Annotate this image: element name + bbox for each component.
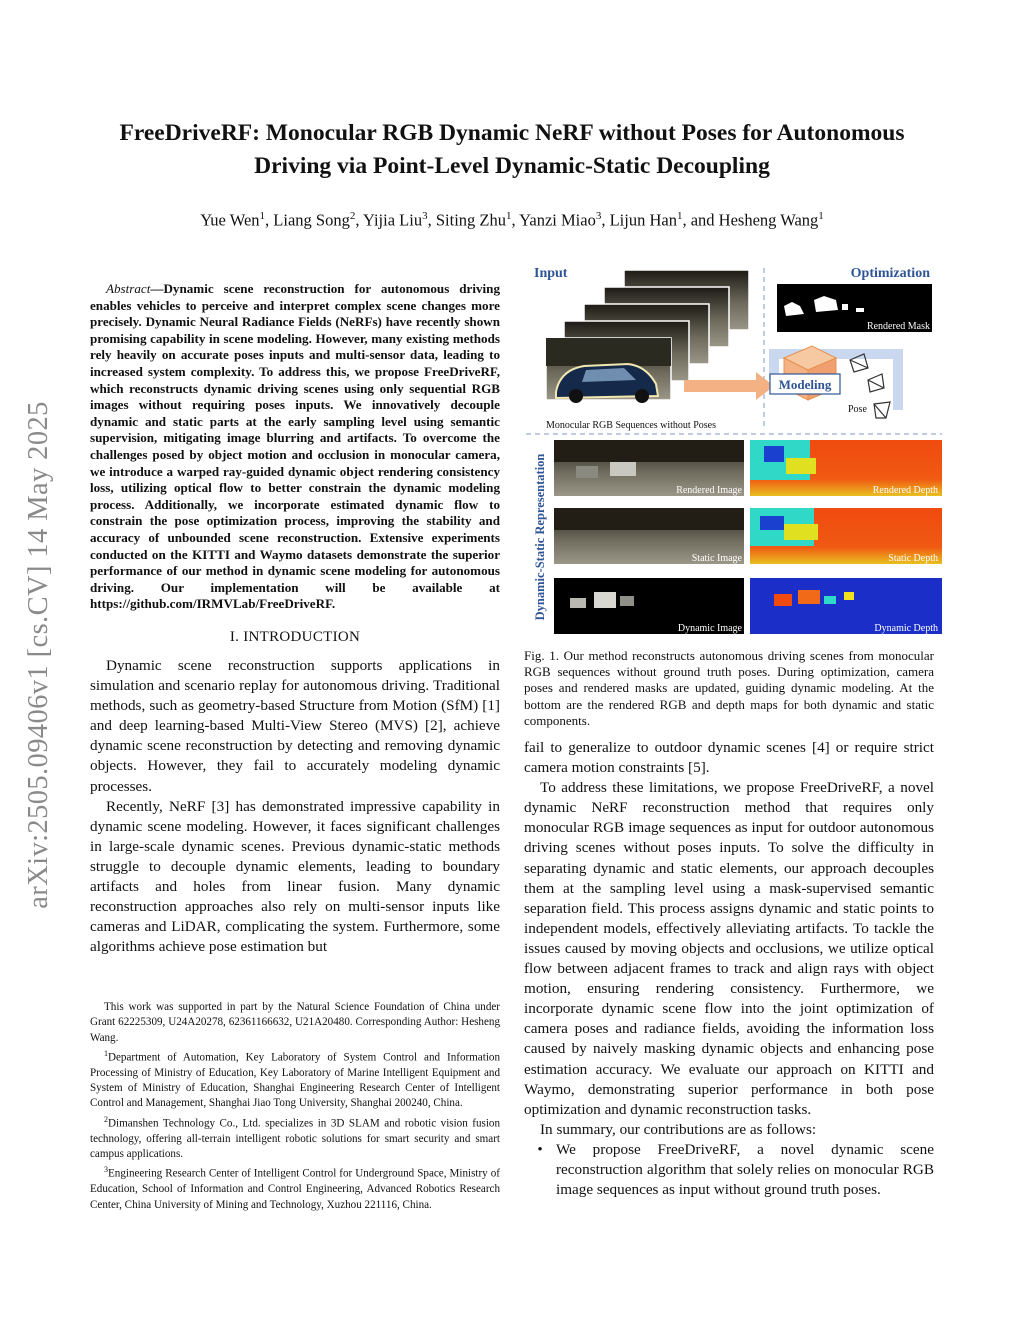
author-name: Lijun Han [609,210,677,230]
abstract-text: Dynamic scene reconstruction for autonomous driving enables vehicles to perceive and interpret complex scene changes more precisely. Dynamic Neural Radiance Fields (NeRFs) have recently shown promising capability in scene modeling. However, many existing methods rely heavily on accurate poses inputs and multi-sensor data, leading to increased system complexity. To address this, we propose FreeDriveRF, which reconstructs dynamic driving scenes using only sequential RGB images without requiring poses inputs. We innovatively decouple dynamic and static parts at the early sampling level using semantic supervision, mitigating image blurring and artifacts. To overcome the challenges posed by object motion and occlusion in monocular camera, we introduce a warped ray-guided dynamic object rendering consistency loss, utilizing optical flow to better constrain the dynamic modeling process. Additionally, we incorporate estimated dynamic flow to constrain the pose optimization process, improving the stability and accuracy of unbounded scene reconstruction. Extensive experiments conducted on the KITTI and Waymo datasets demonstrate the superior performance of our method in dynamic scene modeling for autonomous driving. Our implementation will be available at https://github.com/IRMVLab/FreeDriveRF. [90,281,500,612]
abstract [90,281,500,613]
author-affiliation-mark: 3 [422,210,428,222]
author-affiliation-mark: 1 [259,210,266,222]
fig-rendered-depth-label: Rendered Depth [872,485,938,496]
author-list: Yue Wen$^1$, Liang Song$^2$, Yijia Liu$^3$, Siting Zhu$^1$, Yanzi Miao$^3$, Lijun Han$^1$, and Hesheng Wang$^1$ [200,210,824,230]
fig-side-label: Dynamic-Static Representation [533,453,547,621]
author-name: Liang Song [273,210,350,230]
bullet-symbol: • [537,1140,543,1158]
author-affiliation-mark: 1 [676,210,683,222]
author-affiliation-mark: 2 [349,210,356,222]
fig-static-depth-label: Static Depth [888,553,938,564]
author-name: Hesheng Wang [718,210,819,230]
fig-dynamic-image-label: Dynamic Image [677,623,742,634]
left-column [90,268,500,957]
figure-1 [524,262,944,642]
abstract-dash: — [150,281,164,297]
fig-rendered-image-label: Rendered Image [676,485,742,496]
paper-title: FreeDriveRF: Monocular RGB Dynamic NeRF without Poses for Autonomous Driving via Point-Level Dynamic-Static Decoupling [119,120,905,179]
author-name: Siting Zhu [435,210,506,230]
bullet-text: We propose FreeDriveRF, a novel dynamic scene reconstruction algorithm that solely relies on monocular RGB image sequences as input without ground truth poses. [556,1140,934,1199]
section-heading-introduction: I. INTRODUCTION [229,628,361,645]
fig-rendered-mask-label: Rendered Mask [866,321,930,332]
footnote-affiliation-3: $^3$Engineering Research Center of Intelligent Control for Underground Space, Ministry of Education, School of Information and Control Engineering, Advanced Robotics Research Center, China University of Mining and Technology, Xuzhou 221116, China. [90,1165,500,1211]
footnote-affiliation-1: $^1$Department of Automation, Key Laboratory of System Control and Information Processing of Ministry of Education, Key Laboratory of Marine Intelligent Equipment and System of Ministry of Education, Shanghai Engineering Research Center of Intelligent Control and Management, Shanghai Jiao Tong University, Shanghai 200240, China. [90,1048,500,1110]
contribution-bullet-1 [524,1140,934,1200]
fig-input-arrow [684,372,774,400]
footnotes [90,1000,500,1213]
right-paragraph-continuation: fail to generalize to outdoor dynamic scenes [4] or require strict camera motion constraints [5]. [524,739,934,777]
fig-optimization-label: Optimization [850,266,930,281]
author-affiliation-mark: 1 [505,210,512,222]
right-paragraph-4: In summary, our contributions are as follows: [540,1120,817,1138]
abstract-label: Abstract [106,281,151,297]
figure-1-caption: Fig. 1. Our method reconstructs autonomous driving scenes from monocular RGB sequences without ground truth poses. During optimization, camera poses and rendered masks are updated, guiding dynamic modeling. At the bottom are the rendered RGB and depth maps for both dynamic and static components. [524,648,934,728]
footnote-affiliation-2: $^2$Dimanshen Technology Co., Ltd. specializes in 3D SLAM and robotic vision fusion technology, offering all-terrain intelligent robotic solutions for smart security and smart campus applications. [90,1114,500,1161]
fig-static-image-label: Static Image [691,553,742,564]
right-column [524,648,934,1200]
fig-modeling-label: Modeling [778,377,832,392]
fig-pose-label: Pose [848,404,867,415]
author-affiliation-mark: 1 [818,210,824,222]
intro-paragraph-2: Recently, NeRF [3] has demonstrated impressive capability in dynamic scene modeling. However, it faces significant challenges in large-scale dynamic scenes. Previous dynamic-static methods struggle to decouple dynamic elements, leading to boundary artifacts and holes from linear fusion. Many dynamic reconstruction approaches also rely on multi-sensor inputs like cameras and LiDAR, complicating the system. Furthermore, some algorithms achieve pose estimation but [90,797,500,956]
author-name: Yanzi Miao [519,210,596,230]
arxiv-stamp-text: arXiv:2505.09406v1 [cs.CV] 14 May 2025 [23,400,54,909]
arxiv-stamp [14,352,64,957]
author-name: Yue Wen [200,210,260,230]
right-paragraph-3: To address these limitations, we propose FreeDriveRF, a novel dynamic NeRF reconstruction method that requires only monocular RGB image sequences as input for outdoor autonomous driving scenes without poses inputs. To solve the difficulty in separating dynamic and static elements, our approach decouples them at the sampling level using a mask-supervised semantic separation field. This process assigns dynamic and static points to independent models, effectively alleviating artifacts. To tackle the issues caused by moving objects and occlusions, we utilize optical flow between adjacent frames to track and align rays with object motion, ensuring rendering consistency. Furthermore, we incorporate dynamic scene flow into the joint optimization of camera poses and radiance fields, avoiding the information loss caused by naively masking dynamic objects and enhancing pose estimation accuracy. We evaluate our approach on KITTI and Waymo, demonstrating superior performance in both pose optimization and dynamic reconstruction tasks. [524,779,934,1118]
author-affiliation-mark: 3 [595,210,602,222]
intro-paragraph-1: Dynamic scene reconstruction supports applications in simulation and scenario replay for autonomous driving. Traditional methods, such as geometry-based Structure from Motion (SfM) [1] and deep learning-based Multi-View Stereo (MVS) [2], achieve dynamic scene reconstruction by detecting and removing dynamic objects. However, they fail to accurately modeling dynamic processes. [90,656,500,795]
author-name: Yijia Liu [362,210,423,230]
fig-dynamic-depth-label: Dynamic Depth [874,623,938,634]
fig-input-label: Input [534,266,568,281]
footnote-funding: This work was supported in part by the Natural Science Foundation of China under Grant 62225309, U24A20278, 62361166632, U21A20480. Corresponding Author: Hesheng Wang. [90,1001,500,1044]
fig-input-caption: Monocular RGB Sequences without Poses [546,420,716,431]
